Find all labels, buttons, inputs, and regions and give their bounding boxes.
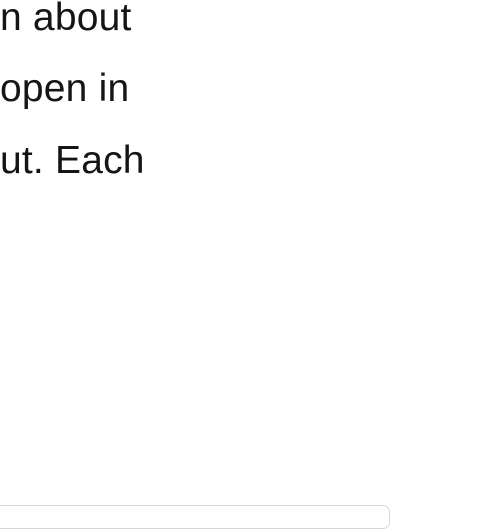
document-text-fragment — [0, 0, 502, 210]
document-text-line: n about — [0, 0, 132, 39]
bottom-panel-edge — [0, 505, 390, 529]
document-text-line: ut. Each — [0, 139, 145, 182]
document-text-line: open in — [0, 67, 130, 110]
